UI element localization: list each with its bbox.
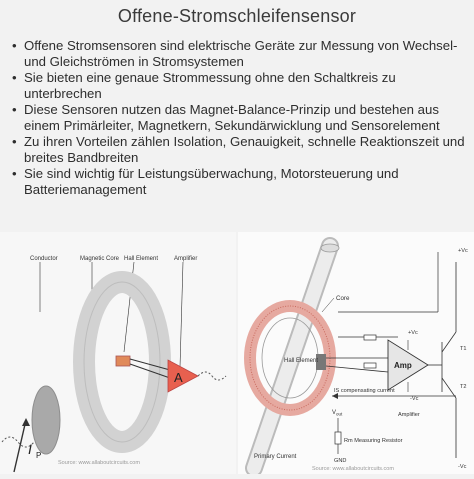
label-vc-neg: -Vc	[410, 396, 419, 402]
label-hall-element: Hall Element	[284, 358, 319, 364]
current-symbol: I	[28, 441, 32, 457]
bullet-list	[10, 38, 466, 198]
label-magnetic-core: Magnetic Core	[80, 256, 120, 262]
amp-symbol: A	[174, 370, 183, 385]
bullet-item: • Sie sind wichtig für Leistungsüberwachung, Motorsteuerung und Batteriemanagement	[10, 166, 466, 197]
label-primary-current: Primary Current	[254, 454, 297, 460]
label-vc-pos: +Vc	[408, 330, 418, 336]
label-t2: T2	[460, 384, 467, 390]
output-wave	[198, 372, 226, 380]
current-arrow	[14, 420, 26, 472]
right-diagram-svg	[238, 232, 474, 474]
label-t1: T1	[460, 346, 467, 352]
label-amplifier: Amplifier	[398, 412, 420, 418]
bullet-item: • Diese Sensoren nutzen das Magnet-Balance-Prinzip und bestehen aus einem Primärleiter, Magnetkern, Sekundärwicklung und Sensorelement	[10, 102, 466, 133]
label-hall-element: Hall Element	[124, 256, 159, 262]
label-is: IS compensating current	[334, 388, 395, 394]
figure-area	[0, 232, 474, 474]
label-vc-neg-bottom: -Vc	[458, 464, 467, 470]
left-diagram-svg	[0, 232, 236, 474]
label-rm: Rm Measuring Resistor	[344, 438, 403, 444]
label-conductor: Conductor	[30, 256, 58, 262]
label-gnd: GND	[334, 458, 347, 464]
label-vout: $V_{out}$	[332, 410, 343, 417]
left-diagram	[0, 232, 236, 474]
page-title: Offene-Stromschleifensensor	[117, 6, 357, 26]
amplifier-leader	[180, 262, 183, 367]
label-amplifier: Amplifier	[174, 256, 198, 262]
bullet-item: • Zu ihren Vorteilen zählen Isolation, Genauigkeit, schnelle Reaktionszeit und breites Bandbreiten	[10, 134, 466, 165]
current-subscript: P	[36, 451, 42, 460]
amplifier-triangle	[168, 360, 198, 392]
label-vc-pos-top: +Vc	[458, 248, 468, 254]
amp-label: Amp	[394, 361, 412, 370]
label-core: Core	[336, 295, 350, 302]
right-source: Source: www.allaboutcircuits.com	[312, 466, 394, 472]
hall-element	[116, 356, 130, 366]
bullet-item: • Sie bieten eine genaue Strommessung ohne den Schaltkreis zu unterbrechen	[10, 70, 466, 101]
bullet-item: • Offene Stromsensoren sind elektrische Geräte zur Messung von Wechsel- und Gleichströmen in Stromsystemen	[10, 38, 466, 69]
right-diagram	[238, 232, 474, 474]
left-source: Source: www.allaboutcircuits.com	[58, 460, 140, 466]
